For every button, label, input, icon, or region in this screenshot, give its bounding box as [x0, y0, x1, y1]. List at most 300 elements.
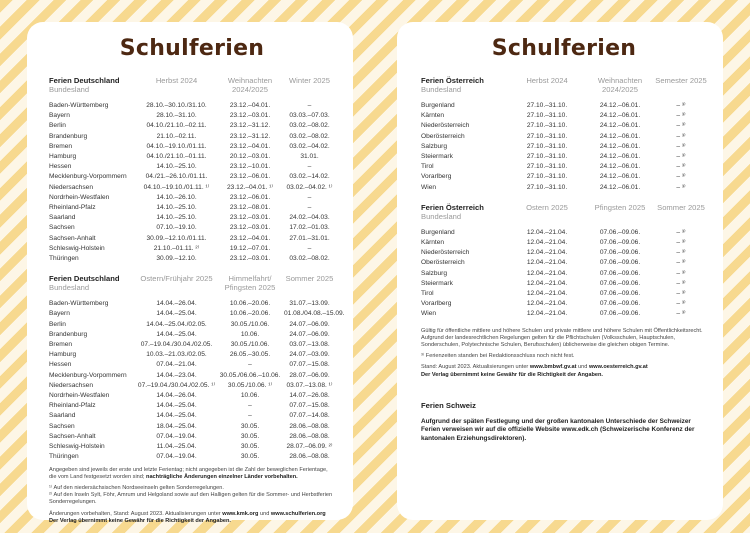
date-cell: – ³⁾: [676, 142, 686, 150]
date-cell: 23.12.–04.01.: [229, 102, 271, 109]
date-cell: 30.05./10.06.: [230, 341, 270, 349]
table-row: [421, 121, 707, 131]
table-row: [49, 142, 335, 152]
table-row: [421, 228, 707, 238]
date-cell: 14.10.–25.10.: [156, 163, 197, 171]
date-cell: 03.02.–14.02.: [289, 173, 330, 181]
table-row: [421, 172, 707, 182]
state-name: Sachsen: [49, 422, 75, 430]
table-row: [49, 411, 335, 421]
date-cell: 30.05.: [240, 453, 260, 461]
date-cell: 27.10.–31.10.: [526, 163, 568, 171]
state-name: Kärnten: [421, 112, 445, 120]
date-cell: – ³⁾: [676, 122, 686, 130]
date-cell: 24.07.–06.09.: [289, 330, 330, 338]
date-cell: 19.12.–07.01.: [229, 244, 271, 252]
date-cell: 31.07.–13.09.: [289, 300, 330, 308]
state-name: Rheinland-Pfalz: [49, 402, 96, 410]
austria-table-2: [421, 203, 707, 320]
table-subtitle: Bundesland: [421, 211, 462, 221]
date-cell: 31.01.: [300, 153, 319, 161]
column-header: Sommer 2025: [657, 202, 705, 212]
table-subtitle: Bundesland: [49, 283, 90, 293]
date-cell: 12.04.–21.04.: [526, 249, 568, 257]
date-cell: 23.12.–04.01. ¹⁾: [227, 183, 273, 191]
date-cell: –: [307, 204, 312, 212]
date-cell: 23.12.–08.01.: [229, 204, 271, 212]
date-cell: – ³⁾: [676, 153, 686, 161]
date-cell: 12.04.–21.04.: [526, 239, 568, 247]
state-name: Mecklenburg-Vorpommern: [49, 371, 127, 379]
date-cell: 12.04.–21.04.: [526, 259, 568, 267]
date-cell: 23.12.–03.01.: [229, 224, 271, 232]
state-name: Hamburg: [49, 153, 77, 161]
note-bold: nachträgliche Änderungen einzelner Länder vorbehalten.: [146, 473, 298, 480]
table-row: [49, 320, 335, 330]
date-cell: – ³⁾: [676, 228, 686, 236]
date-cell: 07.06.–09.06.: [599, 300, 641, 308]
date-cell: 30.05.: [240, 422, 260, 430]
state-name: Brandenburg: [49, 132, 88, 140]
date-cell: 07.10.–19.10.: [156, 224, 197, 232]
table-row: [49, 371, 335, 381]
date-cell: 27.10.–31.10.: [526, 132, 568, 140]
date-cell: 12.04.–21.04.: [526, 300, 568, 308]
date-cell: 24.07.–06.09.: [289, 320, 330, 328]
date-cell: 27.01.–31.01.: [289, 234, 330, 242]
date-cell: 21.10.–01.11. ²⁾: [153, 244, 200, 252]
table-row: [49, 101, 335, 111]
state-name: Niedersachsen: [49, 183, 93, 191]
date-cell: 24.12.–06.01.: [599, 173, 641, 181]
footnote-1: ¹⁾ Auf den niedersächsischen Nordseeinseln gelten Sonderregelungen.: [49, 484, 224, 491]
schweiz-text: Aufgrund der späten Festlegung und der großen kantonalen Unterschiede der Schweizer Ferien verweisen wir auf die offizielle Website www.edk.ch (Schweizerische Konferenz der kantonalen Erziehungsdirektoren).: [421, 417, 695, 442]
state-name: Wien: [421, 310, 437, 318]
table-row: [421, 299, 707, 309]
date-cell: 12.04.–21.04.: [526, 290, 568, 298]
date-cell: –: [307, 244, 312, 252]
schweiz-title: Ferien Schweiz: [421, 400, 476, 410]
table-row: [49, 213, 335, 223]
column-header: Weihnachten 2024/2025: [227, 76, 273, 94]
date-cell: 07.07.–15.08.: [289, 361, 330, 369]
date-cell: 27.10.–31.10.: [526, 173, 568, 181]
date-cell: 23.12.–06.01.: [229, 193, 271, 201]
date-cell: 14.04.–23.04.: [156, 371, 197, 379]
date-cell: – ³⁾: [676, 132, 686, 140]
state-name: Oberösterreich: [421, 259, 465, 267]
state-name: Salzburg: [421, 142, 448, 150]
note-text: Angegeben sind jeweils der erste und letzte Ferientag; nicht angegeben ist die Zahl der beweglichen Ferientage, die vom Land festgesetzt worden sind;: [49, 466, 328, 480]
date-cell: – ³⁾: [676, 102, 686, 109]
date-cell: 14.10.–25.10.: [156, 214, 197, 222]
table-title: Ferien Deutschland: [49, 76, 120, 85]
state-name: Sachsen-Anhalt: [49, 234, 96, 242]
date-cell: 27.10.–31.10.: [526, 153, 568, 161]
table-title: Ferien Österreich: [421, 202, 484, 212]
date-cell: 07.04.–19.04.: [156, 453, 197, 461]
table-row: [49, 299, 335, 309]
state-name: Thüringen: [49, 453, 79, 461]
date-cell: 30.09.–12.10./01.11.: [146, 234, 207, 242]
date-cell: 18.04.–25.04.: [156, 422, 197, 430]
state-name: Saarland: [49, 214, 76, 222]
state-name: Niederösterreich: [421, 249, 470, 257]
date-cell: – ³⁾: [676, 310, 686, 318]
date-cell: 27.10.–31.10.: [526, 122, 568, 130]
date-cell: – ³⁾: [676, 249, 686, 257]
state-name: Berlin: [49, 320, 66, 328]
column-header: Himmelfahrt/ Pfingsten 2025: [224, 274, 276, 293]
table-row: [421, 289, 707, 299]
table-header: [421, 76, 707, 101]
date-cell: 23.12.–10.01.: [229, 163, 271, 171]
date-cell: 03.02.–04.02.: [289, 142, 330, 150]
kmk-link[interactable]: www.kmk.org: [222, 510, 259, 517]
table-header: [49, 76, 335, 101]
date-cell: 23.12.–31.12.: [229, 122, 271, 130]
state-name: Schleswig-Holstein: [49, 244, 105, 252]
table-subtitle: Bundesland: [49, 85, 90, 94]
column-header: Herbst 2024: [526, 76, 568, 85]
date-cell: – ³⁾: [676, 239, 686, 247]
date-cell: 10.06.: [240, 392, 260, 400]
table-row: [49, 162, 335, 172]
state-name: Steiermark: [421, 153, 453, 161]
table-row: [49, 391, 335, 401]
note-text: und: [578, 364, 588, 371]
austria-table-1: [421, 76, 707, 193]
date-cell: – ³⁾: [676, 300, 686, 308]
state-name: Sachsen-Anhalt: [49, 432, 96, 440]
date-cell: 07.–19.04./30.04./02.05.: [140, 341, 213, 349]
date-cell: 07.06.–09.06.: [599, 279, 641, 287]
state-name: Baden-Württemberg: [49, 102, 109, 109]
date-cell: 03.02.–08.02.: [289, 255, 330, 263]
state-name: Thüringen: [49, 255, 79, 263]
date-cell: 01.08./04.08.–15.09.: [284, 310, 345, 318]
date-cell: 28.06.–08.08.: [289, 422, 330, 430]
state-name: Salzburg: [421, 269, 448, 277]
oesterreich-link[interactable]: www.oesterreich.gv.at: [588, 364, 648, 371]
column-header: Weihnachten 2024/2025: [597, 76, 643, 94]
state-name: Burgenland: [421, 228, 455, 236]
date-cell: 04.10./21.10.–01.11.: [146, 153, 207, 161]
date-cell: 24.12.–06.01.: [599, 122, 641, 130]
date-cell: 03.02.–08.02.: [289, 132, 330, 140]
table-row: [421, 309, 707, 319]
date-cell: 23.12.–03.01.: [229, 255, 271, 263]
date-cell: 03.02.–04.02. ¹⁾: [286, 183, 333, 191]
date-cell: –: [307, 163, 312, 171]
table-row: [49, 132, 335, 142]
table-row: [49, 360, 335, 370]
date-cell: – ³⁾: [676, 173, 686, 181]
table-row: [49, 121, 335, 131]
date-cell: – ³⁾: [676, 259, 686, 267]
date-cell: 03.03.–07.03.: [289, 112, 330, 120]
state-name: Nordrhein-Westfalen: [49, 392, 110, 400]
date-cell: 23.12.–03.01.: [229, 112, 271, 120]
date-cell: 07.06.–09.06.: [599, 228, 641, 236]
date-cell: 24.02.–04.03.: [289, 214, 330, 222]
date-cell: 28.07.–06.09. ²⁾: [286, 443, 333, 451]
date-cell: 27.10.–31.10.: [526, 183, 568, 191]
table-row: [49, 172, 335, 182]
germany-table-1: [49, 76, 335, 264]
table-title: Ferien Österreich: [421, 76, 484, 85]
date-cell: 14.04.–25.04.: [156, 310, 197, 318]
disclaimer: Der Verlag übernimmt keine Gewähr für die Richtigkeit der Angaben.: [421, 371, 603, 378]
date-cell: 23.12.–04.01.: [229, 234, 271, 242]
state-name: Niederösterreich: [421, 122, 470, 130]
state-name: Burgenland: [421, 102, 455, 109]
date-cell: 04.10.–19.10./01.11. ¹⁾: [143, 183, 210, 191]
date-cell: 30.05./10.06.: [230, 320, 270, 328]
date-cell: 17.02.–01.03.: [289, 224, 330, 232]
table-row: [49, 350, 335, 360]
state-name: Vorarlberg: [421, 300, 452, 308]
date-cell: – ³⁾: [676, 163, 686, 171]
state-name: Hamburg: [49, 351, 77, 359]
table-row: [49, 422, 335, 432]
state-name: Wien: [421, 183, 437, 191]
table-row: [49, 223, 335, 233]
table-row: [421, 101, 707, 111]
state-name: Mecklenburg-Vorpommern: [49, 173, 127, 181]
state-name: Kärnten: [421, 239, 445, 247]
date-cell: 28.06.–08.08.: [289, 453, 330, 461]
note-text: und: [259, 510, 270, 517]
date-cell: 24.12.–06.01.: [599, 102, 641, 109]
date-cell: 14.04.–25.04./02.05.: [146, 320, 207, 328]
state-name: Bremen: [49, 341, 73, 349]
date-cell: 14.04.–25.04.: [156, 330, 197, 338]
date-cell: 07.06.–09.06.: [599, 310, 641, 318]
state-name: Hessen: [49, 361, 72, 369]
table-row: [49, 432, 335, 442]
date-cell: 03.02.–08.02.: [289, 122, 330, 130]
state-name: Rheinland-Pfalz: [49, 204, 96, 212]
page-title: Schulferien: [119, 36, 265, 61]
state-name: Niedersachsen: [49, 381, 93, 389]
table-row: [49, 244, 335, 254]
state-name: Tirol: [421, 163, 434, 171]
date-cell: 20.12.–03.01.: [229, 153, 271, 161]
state-name: Sachsen: [49, 224, 75, 232]
table-row: [49, 203, 335, 213]
state-name: Tirol: [421, 290, 434, 298]
column-header: Ostern 2025: [526, 202, 568, 212]
table-row: [49, 183, 335, 193]
germany-table-2: [49, 274, 345, 462]
note-text: Stand: August 2023. Aktualisierungen unter: [421, 364, 529, 371]
date-cell: 10.06.–20.06.: [229, 300, 271, 308]
date-cell: 23.12.–04.01.: [229, 142, 271, 150]
date-cell: 04.10./21.10.–02.11.: [146, 122, 207, 130]
state-name: Oberösterreich: [421, 132, 465, 140]
table-row: [421, 269, 707, 279]
date-cell: – ³⁾: [676, 290, 686, 298]
table-row: [421, 248, 707, 258]
footnotes: [421, 328, 707, 379]
date-cell: 07.06.–09.06.: [599, 249, 641, 257]
table-row: [49, 442, 335, 452]
table-row: [49, 401, 335, 411]
date-cell: 04.10.–19.10./01.11.: [146, 142, 207, 150]
date-cell: 03.07.–13.08.: [289, 341, 330, 349]
date-cell: 07.07.–15.08.: [289, 402, 330, 410]
date-cell: 14.04.–26.04.: [156, 392, 197, 400]
disclaimer: Der Verlag übernimmt keine Gewähr für die Richtigkeit der Angaben.: [49, 517, 231, 524]
table-row: [421, 152, 707, 162]
table-row: [49, 152, 335, 162]
date-cell: –: [248, 361, 252, 369]
state-name: Baden-Württemberg: [49, 300, 109, 308]
date-cell: 24.12.–06.01.: [599, 112, 641, 120]
date-cell: 23.12.–31.12.: [229, 132, 271, 140]
date-cell: 12.04.–21.04.: [526, 310, 568, 318]
validity-note: Gültig für öffentliche mittlere und höhere Schulen und private mittlere und höhere Schulen mit Öffentlichkeitsrecht. Aufgrund der landesrechtlichen Regelungen gelten für die Pflichtschulen (Volksschulen, Hauptschulen, Sonderschulen, Polytechnische Schulen, Berufsschulen) üblicherweise die gleichen obigen Termine.: [421, 327, 703, 349]
state-name: Saarland: [49, 412, 76, 420]
date-cell: 14.04.–25.04.: [156, 412, 197, 420]
state-name: Nordrhein-Westfalen: [49, 193, 110, 201]
date-cell: 14.04.–25.04.: [156, 402, 197, 410]
date-cell: 27.10.–31.10.: [526, 102, 568, 109]
table-row: [49, 340, 335, 350]
column-header: Sommer 2025: [285, 274, 334, 284]
date-cell: 07.06.–09.06.: [599, 290, 641, 298]
table-title: Ferien Deutschland: [49, 274, 120, 284]
date-cell: 28.10.–31.10.: [156, 112, 197, 120]
state-name: Schleswig-Holstein: [49, 443, 105, 451]
date-cell: 10.06.: [240, 330, 260, 338]
table-row: [49, 330, 335, 340]
date-cell: 24.12.–06.01.: [599, 163, 641, 171]
footnotes: [49, 467, 335, 525]
date-cell: –: [248, 402, 252, 410]
date-cell: 24.07.–03.09.: [289, 351, 330, 359]
table-row: [49, 234, 335, 244]
right-page: [397, 22, 723, 520]
state-name: Vorarlberg: [421, 173, 452, 181]
date-cell: 23.12.–06.01.: [229, 173, 271, 181]
table-row: [421, 279, 707, 289]
date-cell: 12.04.–21.04.: [526, 228, 568, 236]
page-title: Schulferien: [491, 36, 637, 61]
state-name: Bayern: [49, 310, 70, 318]
column-header: Ostern/Frühjahr 2025: [140, 274, 213, 284]
table-row: [421, 238, 707, 248]
state-name: Brandenburg: [49, 330, 88, 338]
date-cell: 10.06.–20.06.: [229, 310, 271, 318]
date-cell: – ³⁾: [676, 183, 686, 191]
note-text: Änderungen vorbehalten, Stand: August 2023. Aktualisierungen unter: [49, 510, 221, 517]
date-cell: 24.12.–06.01.: [599, 142, 641, 150]
date-cell: 14.07.–26.08.: [289, 392, 330, 400]
date-cell: 28.07.–06.09.: [289, 371, 330, 379]
footnote-3: ³⁾ Ferienzeiten standen bei Redaktionsschluss noch nicht fest.: [421, 353, 575, 360]
date-cell: 30.05.: [240, 432, 260, 440]
state-name: Berlin: [49, 122, 66, 130]
column-header: Pfingsten 2025: [594, 202, 646, 212]
date-cell: 21.10.–02.11.: [156, 132, 197, 140]
date-cell: 30.05./10.06. ¹⁾: [227, 381, 273, 389]
bmbwf-link[interactable]: www.bmbwf.gv.at: [529, 364, 577, 371]
table-row: [421, 111, 707, 121]
date-cell: 03.07.–13.08. ¹⁾: [286, 381, 333, 389]
column-header: Herbst 2024: [155, 76, 198, 85]
date-cell: 14.04.–26.04.: [156, 300, 197, 308]
table-row: [49, 193, 335, 203]
date-cell: 27.10.–31.10.: [526, 112, 568, 120]
date-cell: 14.10.–25.10.: [156, 204, 197, 212]
date-cell: 23.12.–03.01.: [229, 214, 271, 222]
date-cell: 24.12.–06.01.: [599, 132, 641, 140]
date-cell: 07.06.–09.06.: [599, 259, 641, 267]
state-name: Hessen: [49, 163, 72, 171]
date-cell: 07.06.–09.06.: [599, 239, 641, 247]
schulferien-link[interactable]: www.schulferien.org: [270, 510, 326, 517]
date-cell: 07.07.–14.08.: [289, 412, 330, 420]
state-name: Bayern: [49, 112, 70, 120]
table-row: [421, 183, 707, 193]
column-header: Semester 2025: [655, 76, 707, 85]
date-cell: 26.05.–30.05.: [229, 351, 271, 359]
table-row: [49, 381, 335, 391]
date-cell: 07.04.–19.04.: [156, 432, 197, 440]
table-row: [421, 132, 707, 142]
table-header: [421, 203, 707, 228]
date-cell: 30.05.: [240, 443, 260, 451]
table-row: [49, 309, 335, 319]
date-cell: –: [307, 193, 312, 201]
date-cell: 14.10.–26.10.: [156, 193, 197, 201]
footnote-2: ²⁾ Auf den Inseln Sylt, Föhr, Amrum und Helgoland sowie auf den Halligen gelten für die Sommer- und Herbstferien Sonderregelungen.: [49, 492, 333, 506]
state-name: Bremen: [49, 142, 73, 150]
date-cell: 28.10.–30.10./31.10.: [146, 102, 207, 109]
date-cell: – ³⁾: [676, 112, 686, 120]
date-cell: 07.04.–21.04.: [156, 361, 197, 369]
date-cell: 07.–19.04./30.04./02.05. ¹⁾: [137, 381, 216, 389]
state-name: Steiermark: [421, 279, 453, 287]
column-header: Winter 2025: [289, 76, 330, 85]
date-cell: 10.03.–21.03./02.05.: [146, 351, 207, 359]
table-row: [49, 452, 335, 462]
left-page: [27, 22, 353, 524]
date-cell: 30.09.–12.10.: [156, 255, 197, 263]
table-row: [49, 254, 335, 264]
date-cell: 28.06.–08.08.: [289, 432, 330, 440]
date-cell: 12.04.–21.04.: [526, 269, 568, 277]
date-cell: –: [248, 412, 252, 420]
date-cell: –: [307, 102, 312, 109]
date-cell: 11.04.–25.04.: [156, 443, 197, 451]
table-subtitle: Bundesland: [421, 85, 462, 94]
table-row: [49, 111, 335, 121]
table-header: [49, 274, 335, 299]
date-cell: 04./21.–26.10./01.11.: [145, 173, 208, 181]
date-cell: 24.12.–06.01.: [599, 183, 641, 191]
date-cell: – ³⁾: [676, 279, 686, 287]
date-cell: 07.06.–09.06.: [599, 269, 641, 277]
table-row: [421, 162, 707, 172]
date-cell: 24.12.–06.01.: [599, 153, 641, 161]
date-cell: 27.10.–31.10.: [526, 142, 568, 150]
table-row: [421, 258, 707, 268]
date-cell: 12.04.–21.04.: [526, 279, 568, 287]
table-row: [421, 142, 707, 152]
